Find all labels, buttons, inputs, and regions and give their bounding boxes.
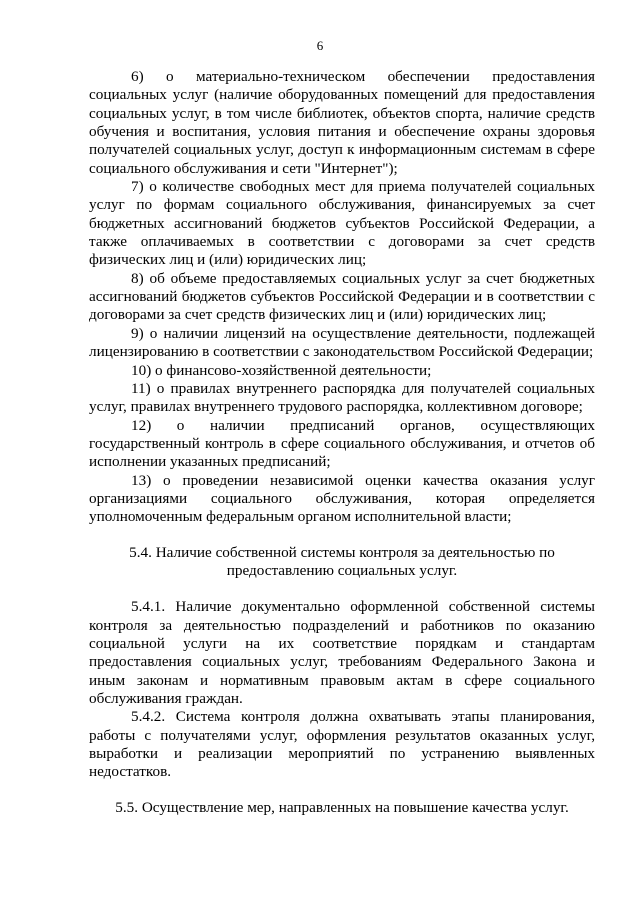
list-item-11: 11) о правилах внутреннего распорядка для получателей социальных услуг, правилах внутреннего трудового распорядка, коллективном договоре; [89, 379, 595, 416]
document-body [89, 68, 595, 817]
list-item-8: 8) об объеме предоставляемых социальных услуг за счет бюджетных ассигнований бюджетов субъектов Российской Федерации и в соответствии с договорами за счет средств физических лиц и (или) юридических лиц; [89, 269, 595, 324]
page-number: 6 [316, 38, 324, 53]
list-item-7: 7) о количестве свободных мест для приема получателей социальных услуг по формам социального обслуживания, финансируемых за счет бюджетных ассигнований бюджетов субъектов Российской Федерации, а также оплачиваемых в соответствии с договорами за счет средств физических лиц и (или) юридических лиц; [89, 178, 595, 269]
list-item-10: 10) о финансово-хозяйственной деятельности; [131, 361, 432, 379]
section-heading-5-5: 5.5. Осуществление мер, направленных на повышение качества услуг. [115, 798, 569, 816]
paragraph-5-4-1: 5.4.1. Наличие документально оформленной собственной системы контроля за деятельностью подразделений и работников по оказанию социальной услуги на их соответствие порядкам и стандартам предоставления социальных услуг, требованиям Федерального Закона и иным законам и нормативным правовым актам в сфере социального обслуживания граждан. [89, 598, 595, 707]
section-heading-5-4: 5.4. Наличие собственной системы контроля за деятельностью по предоставлению социальных услуг. [129, 543, 555, 579]
list-item-6: 6) о материально-техническом обеспечении предоставления социальных услуг (наличие оборудованных помещений для предоставления социальных услуг, в том числе библиотек, объектов спорта, наличие средств обучения и воспитания, условия питания и обеспечение охраны здоровья получателей социальных услуг, доступ к информационным системам в сфере социального обслуживания и сети "Интернет"); [89, 68, 595, 177]
list-item-13: 13) о проведении независимой оценки качества оказания услуг организациями социального обслуживания, которая определяется уполномоченным федеральным органом исполнительной власти; [89, 471, 595, 526]
paragraph-5-4-2: 5.4.2. Система контроля должна охватывать этапы планирования, работы с получателями услуг, оформления результатов оказанных услуг, выработки и реализации мероприятий по устранению выявленных недостатков. [89, 708, 595, 781]
list-item-12: 12) о наличии предписаний органов, осуществляющих государственный контроль в сфере социального обслуживания, и отчетов об исполнении указанных предписаний; [89, 416, 595, 471]
list-item-9: 9) о наличии лицензий на осуществление деятельности, подлежащей лицензированию в соответствии с законодательством Российской Федерации; [89, 324, 595, 361]
